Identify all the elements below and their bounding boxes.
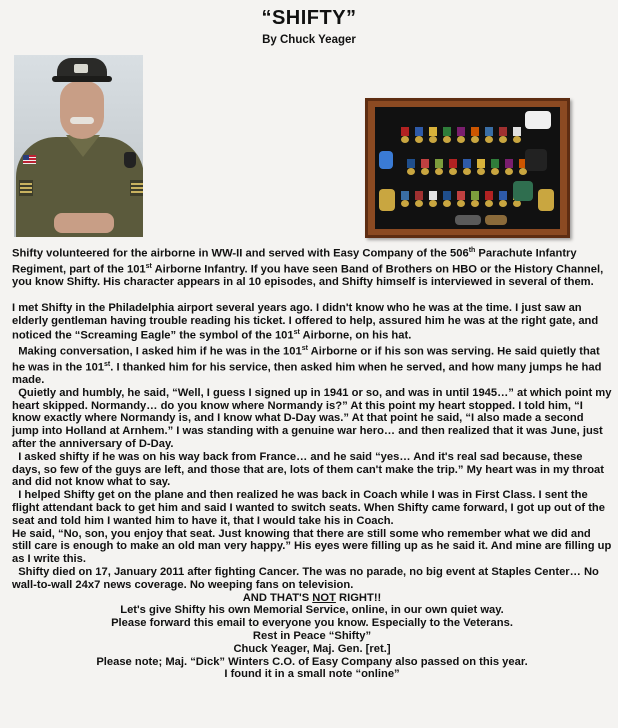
paragraph-4: Quietly and humbly, he said, “Well, I guess I signed up in 1941 or so, and was in until 1945…” at which point my heart skipped. Normandy… do you know where Normandy is?” At this point my heart stopped. I told him, “I know exactly where Normandy is, and I know what D-Day was.” At that point he said, “I also made a second jump into Holland at Arnhem.” I was standing with a genuine war hero… and then realized that it was June, just after the anniversary of D-Day. xyxy=(12,386,612,451)
medal-icon xyxy=(407,159,415,175)
medal-icon xyxy=(401,191,409,207)
medal-icon xyxy=(429,191,437,207)
sergeant-chevron-icon xyxy=(379,189,395,211)
closing-forward-line: Please forward this email to everyone you know. Especially to the Veterans. xyxy=(111,617,513,630)
medal-icon xyxy=(505,159,513,175)
paragraph-5: I asked shifty if he was on his way back from France… and he said “yes… And it's real sad because, these days, so few of the guys are left, and those that are, lots of them can't make the trip.” My heart was in my throat and did not know what to say. xyxy=(12,450,604,489)
medal-icon xyxy=(429,127,437,143)
medal-icon xyxy=(471,191,479,207)
medal-icon xyxy=(415,191,423,207)
byline: By Chuck Yeager xyxy=(262,34,356,46)
veteran-portrait-image xyxy=(14,55,143,237)
medal-icon xyxy=(491,159,499,175)
paragraph-1: Shifty volunteered for the airborne in WW-II and served with Easy Company of the 506th Parachute Infantry Regiment, part of the 101st Airborne Infantry. If you have seen Band of Brothers on HBO or the History Channel, you know Shifty. His character appears in al 10 episodes, and Shifty himself is interviewed in several of them. xyxy=(12,247,604,289)
closing-note-winters: Please note; Maj. “Dick” Winters C.O. of Easy Company also passed on this year. xyxy=(96,655,528,668)
paragraph-6: I helped Shifty get on the plane and then realized he was back in Coach while I was in First Class. I sent the flight attendant back to get him and said I wanted to switch seats. When Shifty came forward, I got up out of the seat and told him I wanted him to have it, that I would take his in Coach. xyxy=(12,489,605,527)
sergeant-chevron-icon xyxy=(538,189,554,211)
medal-icon xyxy=(513,127,521,143)
medal-icon xyxy=(421,159,429,175)
paragraph-3: Making conversation, I asked him if he was in the 101st Airborne or if his son was serving. He said quietly that he was in the 101st. I thanked him for his service, then asked him when he served, and how many jumps he had made. xyxy=(12,344,602,387)
eagle-patch-icon xyxy=(525,149,547,171)
medal-shadowbox-image xyxy=(365,98,570,238)
medal-icon xyxy=(449,159,457,175)
paragraph-2: I met Shifty in the Philadelphia airport several years ago. I didn't know who he was at the time. I just saw an elderly gentleman having trouble reading his ticket. I offered to help, assured him he was at the right gate, and noticed the “Screaming Eagle” the symbol of the 101st Airborne, on his hat. xyxy=(12,301,599,343)
medal-icon xyxy=(471,127,479,143)
medal-icon xyxy=(435,159,443,175)
medal-icon xyxy=(485,191,493,207)
closing-memorial-line: Let's give Shifty his own Memorial Service, online, in our own quiet way. xyxy=(120,604,504,617)
medal-icon xyxy=(457,191,465,207)
paragraph-8: Shifty died on 17, January 2011 after fighting Cancer. The was no parade, no big event at Staples Center… No wall-to-wall 24x7 news coverage. No weeping fans on television. xyxy=(12,566,599,591)
medal-icon xyxy=(477,159,485,175)
closing-signature: Chuck Yeager, Maj. Gen. [ret.] xyxy=(233,642,391,655)
article-body xyxy=(12,245,612,681)
medal-icon xyxy=(463,159,471,175)
medal-icon xyxy=(485,127,493,143)
ribbon-bar-icon xyxy=(455,215,481,225)
medal-icon xyxy=(443,191,451,207)
medal-icon xyxy=(499,127,507,143)
airborne-tab-icon xyxy=(525,111,551,129)
medal-icon xyxy=(499,191,507,207)
document-title: “SHIFTY” xyxy=(261,7,357,29)
closing-exclamation: AND THAT'S NOT RIGHT!! xyxy=(242,591,382,604)
ribbon-bar-icon xyxy=(485,215,507,225)
paragraph-7: He said, “No, son, you enjoy that seat. Just knowing that there are still some who remember what we did and still care is enough to make an old man very happy.” His eyes were filling up as he said it. And mine are filling up as I write this. xyxy=(12,527,612,566)
closing-rest-in-peace: Rest in Peace “Shifty” xyxy=(252,629,372,642)
unit-crest-icon xyxy=(513,181,533,201)
medal-icon xyxy=(457,127,465,143)
unit-patch-icon xyxy=(379,151,393,169)
medal-icon xyxy=(401,127,409,143)
medal-icon xyxy=(415,127,423,143)
closing-found-note: I found it in a small note “online” xyxy=(224,668,400,681)
medal-icon xyxy=(443,127,451,143)
